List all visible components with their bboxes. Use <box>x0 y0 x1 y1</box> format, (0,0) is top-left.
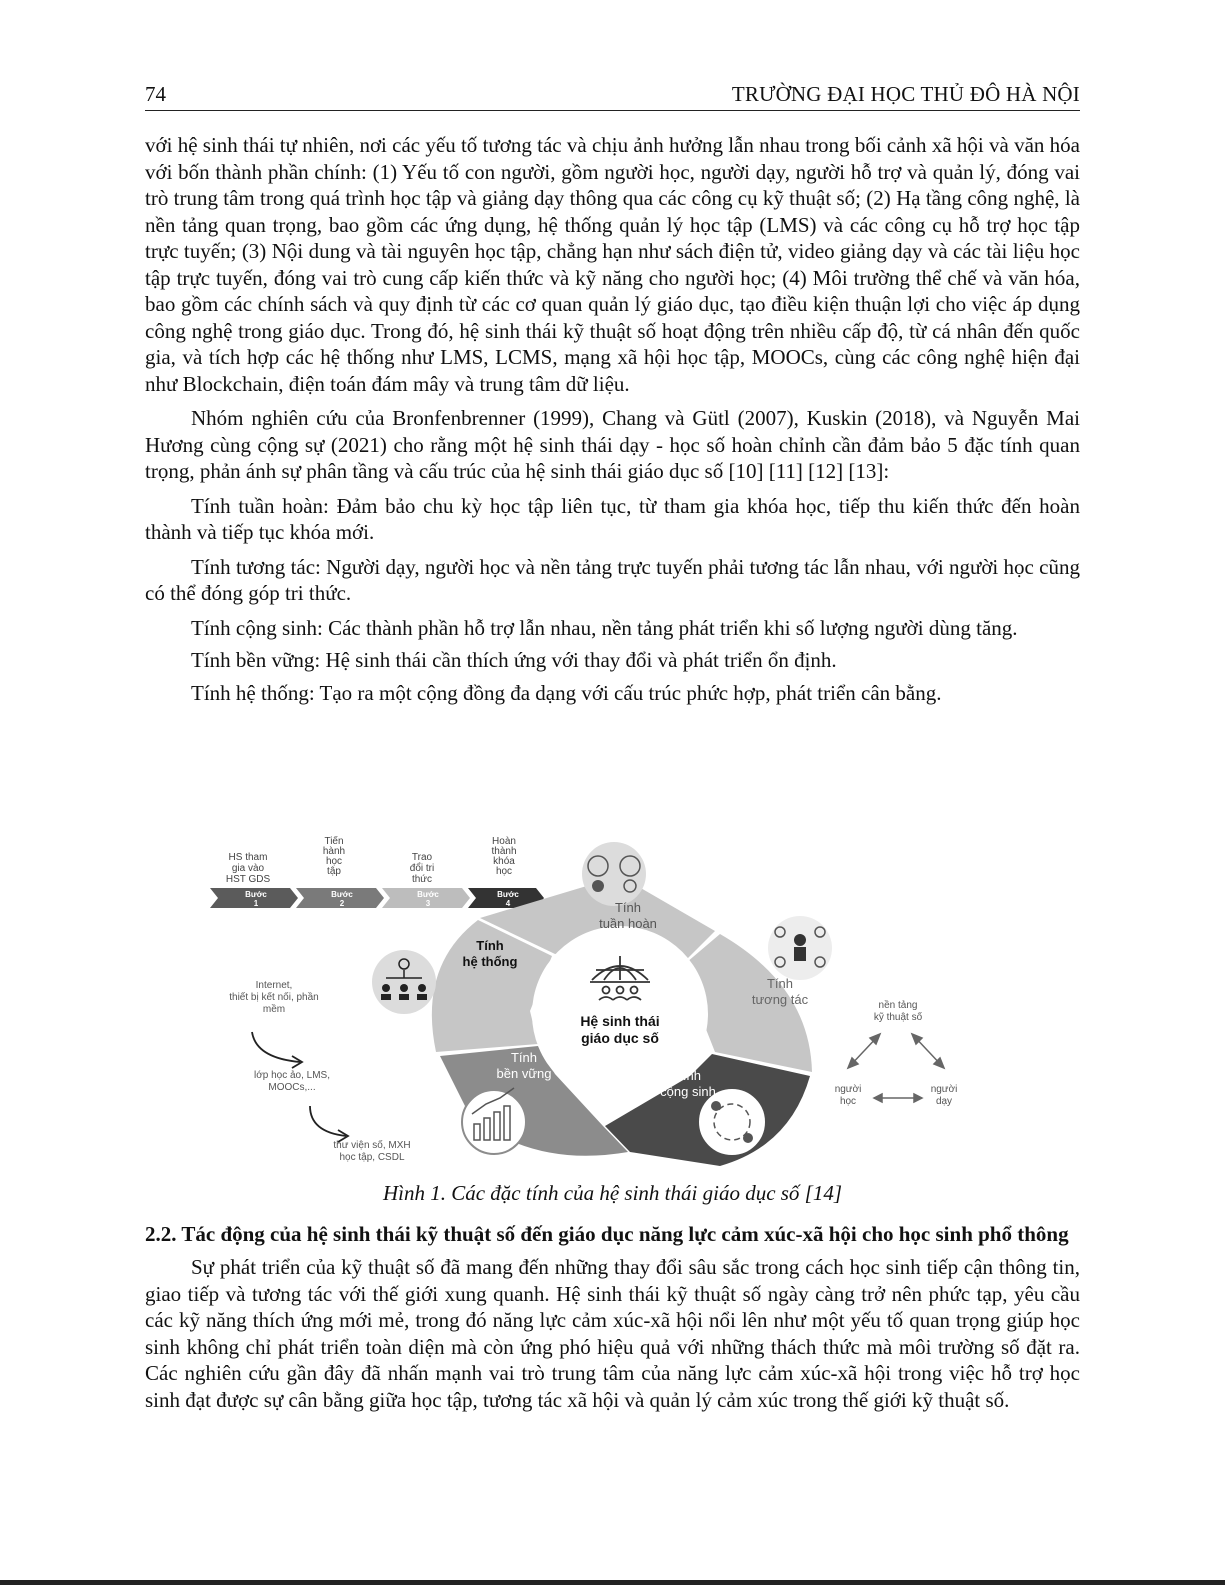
step-1-label: HS tham gia vào HST GDS <box>225 852 271 885</box>
step-badge-2: Bước 2 <box>331 890 353 908</box>
paragraph: Nhóm nghiên cứu của Bronfenbrenner (1999), Chang và Gütl (2007), Kuskin (2018), và Nguyễn Mai Hương cùng cộng sự (2021) cho rằng một hệ sinh thái dạy - học số hoàn chỉnh cần đảm bảo 5 đặc tính quan trọng, phản ánh sự phân tầng và cấu trúc của hệ sinh thái giáo dục số [10] [11] [12] [13]: <box>145 406 1080 483</box>
note-platforms: lớp học ảo, LMS, MOOCs,... <box>253 1070 331 1093</box>
section-heading: 2.2. Tác động của hệ sinh thái kỹ thuật số đến giáo dục năng lực cảm xúc-xã hội cho học sinh phổ thông <box>145 1222 1069 1246</box>
paragraph: Tính cộng sinh: Các thành phần hỗ trợ lẫn nhau, nền tảng phát triển khi số lượng người dùng tăng. <box>191 615 1018 640</box>
bottom-edge <box>0 1580 1225 1585</box>
triangle-right-label: người dạy <box>930 1084 958 1107</box>
triangle-arrows <box>848 1034 944 1102</box>
label-cong-sinh: Tính cộng sinh <box>660 1068 716 1099</box>
page-number: 74 <box>145 82 166 106</box>
body-text <box>145 132 1080 706</box>
step-badge-1: Bước 1 <box>245 890 267 908</box>
step-2-label: Tiến hành học tập <box>322 836 346 877</box>
step-badge-3: Bước 3 <box>417 890 439 908</box>
center-title: Hệ sinh thái giáo dục số <box>580 1013 660 1046</box>
paragraph: Tính tương tác: Người dạy, người học và nền tảng trực tuyến phải tương tác lẫn nhau, với người học cũng có thể đóng góp tri thức. <box>145 554 1080 605</box>
note-infrastructure: Internet, thiết bị kết nối, phần mềm <box>229 980 319 1015</box>
paragraph: Tính hệ thống: Tạo ra một cộng đồng đa dạng với cấu trúc phức hợp, phát triển cân bằng. <box>191 680 942 705</box>
paragraph: Tính bền vững: Hệ sinh thái cần thích ứng với thay đổi và phát triển ổn định. <box>191 648 837 672</box>
section-2-2 <box>145 1221 1080 1413</box>
ecosystem-figure <box>200 836 1000 1174</box>
page-header <box>145 78 1080 111</box>
figure-caption: Hình 1. Các đặc tính của hệ sinh thái giáo dục số [14] <box>382 1181 843 1205</box>
label-tuan-hoan: Tính tuần hoàn <box>599 900 657 931</box>
paragraph: với hệ sinh thái tự nhiên, nơi các yếu tố tương tác và chịu ảnh hưởng lẫn nhau trong bối cảnh xã hội và văn hóa với bốn thành phần chính: (1) Yếu tố con người, gồm người học, người dạy, người hỗ trợ và quản lý, đóng vai trò trung tâm trong quá trình học tập và giảng dạy thông qua các công cụ kỹ thuật số; (2) Hạ tầng công nghệ, là nền tảng quan trọng, bao gồm các ứng dụng, hệ thống quản lý học tập (LMS) và các công cụ hỗ trợ học tập trực tuyến; (3) Nội dung và tài nguyên học tập, chẳng hạn như sách điện tử, video giảng dạy và các tài liệu học tập trực tuyến, đóng vai trò cung cấp kiến thức và kỹ năng cho người học; (4) Môi trường thể chế và văn hóa, bao gồm các chính sách và quy định từ các cơ quan quản lý giáo dục, tạo điều kiện thuận lợi cho việc áp dụng công nghệ trong giáo dục. Trong đó, hệ sinh thái kỹ thuật số hoạt động trên nhiều cấp độ, từ cá nhân đến quốc gia, và tích hợp các hệ thống như LMS, LCMS, mạng xã hội học tập, MOOCs, cùng các công nghệ hiện đại như Blockchain, điện toán đám mây và trung tâm dữ liệu. <box>145 133 1080 396</box>
triangle-left-label: người học <box>834 1084 862 1107</box>
triangle-top-label: nền tảng kỹ thuật số <box>873 1000 923 1023</box>
note-resources: thư viện số, MXH học tập, CSDL <box>333 1140 411 1163</box>
paragraph: Tính tuần hoàn: Đảm bảo chu kỳ học tập liên tục, từ tham gia khóa học, tiếp thu kiến thức đến hoàn thành và tiếp tục khóa mới. <box>145 493 1080 544</box>
step-4-label: Hoàn thành khóa học <box>491 836 517 877</box>
journal-name: TRƯỜNG ĐẠI HỌC THỦ ĐÔ HÀ NỘI <box>731 82 1080 106</box>
label-tuong-tac: Tính tương tác <box>751 976 809 1007</box>
label-he-thong: Tính hệ thống <box>462 938 518 969</box>
step-badge-4: Bước 4 <box>497 890 519 908</box>
paragraph: Sự phát triển của kỹ thuật số đã mang đến những thay đổi sâu sắc trong cách học sinh tiếp cận thông tin, giao tiếp và tương tác với thế giới xung quanh. Hệ sinh thái kỹ thuật số ngày càng trở nên phức tạp, yêu cầu các kỹ năng thích ứng mới mẻ, trong đó năng lực cảm xúc-xã hội nổi lên như một yếu tố quan trọng giúp học sinh không chỉ phát triển toàn diện mà còn ứng phó hiệu quả với những thách thức mà môi trường số đặt ra. Các nghiên cứu gần đây đã nhấn mạnh vai trò trung tâm của năng lực cảm xúc-xã hội trong việc hỗ trợ học sinh đạt được sự cân bằng giữa học tập, tương tác xã hội và quản lý cảm xúc trong thế giới kỹ thuật số. <box>145 1255 1080 1412</box>
step-3-label: Trao đổi tri thức <box>409 852 435 885</box>
label-ben-vung: Tính bền vững <box>496 1050 552 1081</box>
